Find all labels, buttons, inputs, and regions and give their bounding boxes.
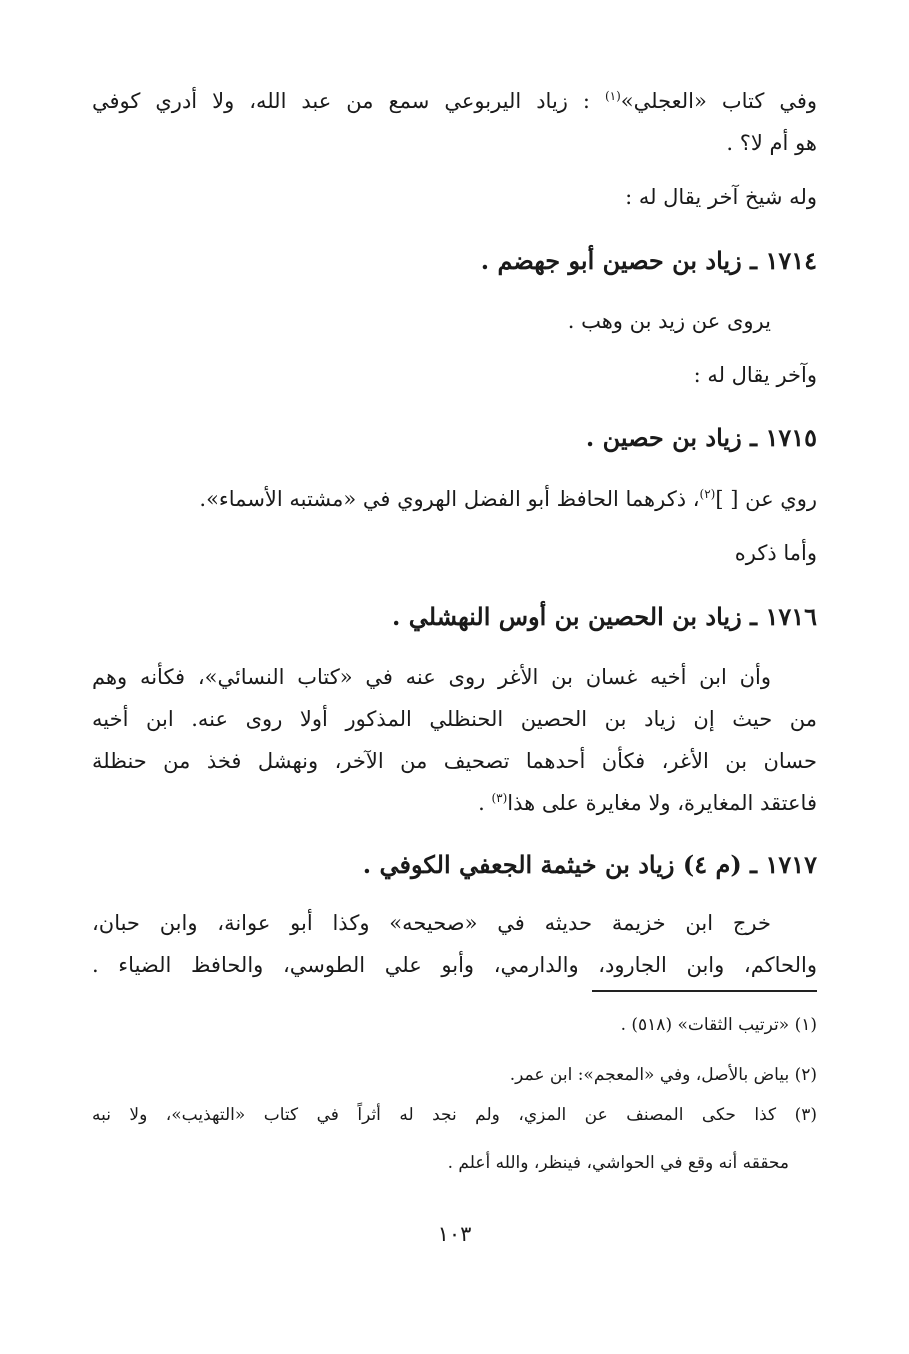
body-line: وأما ذكره (734, 541, 817, 565)
footnote-3-continued: محققه أنه وقع في الحواشي، فينظر، والله أعلم . (447, 1153, 789, 1173)
footnote-ref[interactable]: (٢) (699, 487, 716, 501)
footnote-3: (٣) كذا حكى المصنف عن المزي، ولم نجد له أثراً في كتاب «التهذيب»، ولا نبه (92, 1105, 817, 1125)
footnote-ref[interactable]: (١) (604, 89, 621, 103)
body-line: من حيث إن زياد بن الحصين الحنظلي المذكور أولا روى عنه. ابن أخيه (92, 707, 817, 731)
body-line: يروى عن زيد بن وهب . (567, 309, 771, 333)
footnote-separator (592, 990, 817, 992)
body-line: وفي كتاب «العجلي»$^{(١)}$ : زياد اليربوعي سمع من عبد الله، ولا أدري كوفي (92, 89, 817, 113)
footnote-2: (٢) بياض بالأصل، وفي «المعجم»: ابن عمر. (509, 1065, 817, 1085)
entry-heading-1714: ١٧١٤ ـ زياد بن حصين أبو جهضم . (480, 246, 817, 275)
body-line: حسان بن الأغر، فكأن أحدهما تصحيف من الآخر، ونهشل فخذ من حنظلة (92, 749, 817, 773)
body-line: وله شيخ آخر يقال له : (625, 185, 817, 209)
body-line: هو أم لا؟ . (726, 131, 817, 155)
body-line: والحاكم، وابن الجارود، والدارمي، وأبو علي الطوسي، والحافظ الضياء . (92, 953, 817, 977)
footnote-ref[interactable]: (٣) (491, 791, 508, 805)
body-line: خرج ابن خزيمة حديثه في «صحيحه» وكذا أبو عوانة، وابن حبان، (92, 911, 771, 935)
body-line: وآخر يقال له : (693, 363, 817, 387)
footnote-1: (١) «ترتيب الثقات» (٥١٨) . (620, 1015, 817, 1035)
body-line: روي عن [ ]$^{(٢)}$، ذكرهما الحافظ أبو الفضل الهروي في «مشتبه الأسماء». (199, 487, 817, 511)
body-line: فاعتقد المغايرة، ولا مغايرة على هذا$^{(٣)}$ . (478, 791, 817, 815)
entry-heading-1715: ١٧١٥ ـ زياد بن حصين . (585, 423, 817, 452)
entry-heading-1716: ١٧١٦ ـ زياد بن الحصين بن أوس النهشلي . (392, 602, 817, 631)
page-number: ١٠٣ (437, 1222, 472, 1246)
body-line: وأن ابن أخيه غسان بن الأغر روى عنه في «كتاب النسائي»، فكأنه وهم (92, 665, 771, 689)
entry-heading-1717: ١٧١٧ ـ (م ٤) زياد بن خيثمة الجعفي الكوفي . (362, 850, 817, 879)
